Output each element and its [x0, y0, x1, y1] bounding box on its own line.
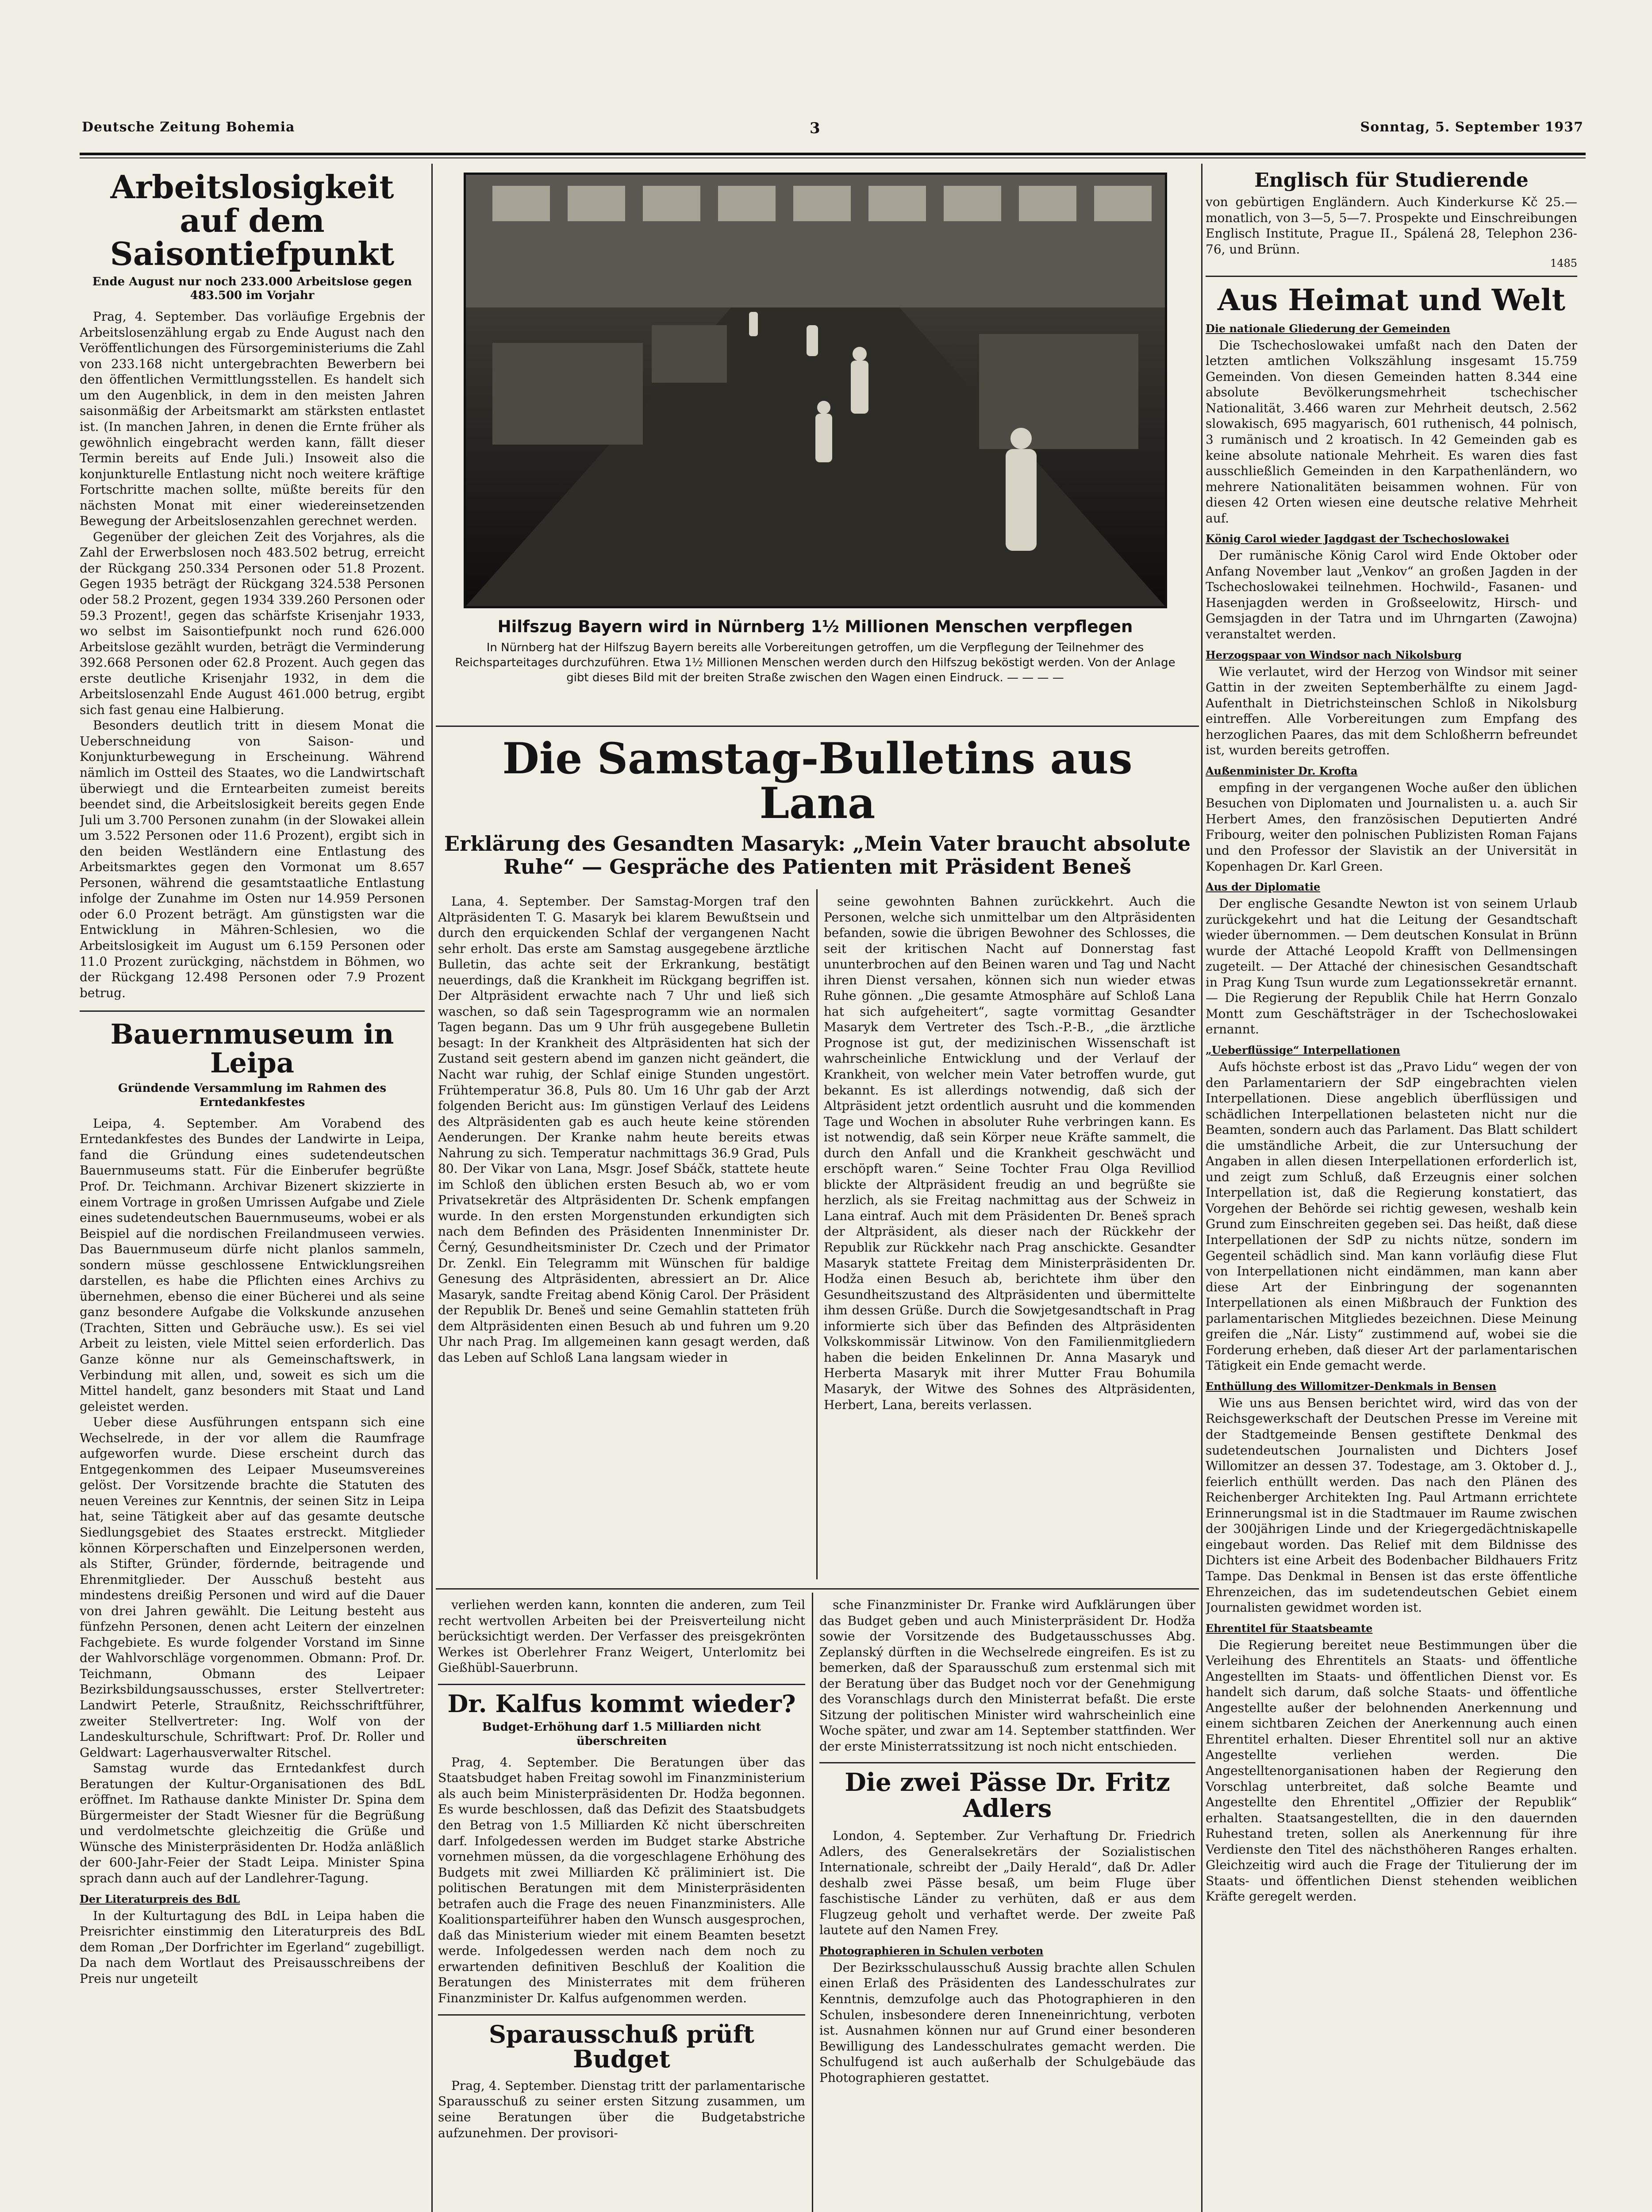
- headline-heimat-welt: Aus Heimat und Welt: [1217, 283, 1566, 318]
- article-paragraph: Die Regierung bereitet neue Bestimmungen über die Verleihung des Ehrentitels an Staats- und öffentliche Angestellten im Staats- und öffentlichen Dienst vor. Es handelt sich darum, daß solche Staats- und öffentliche Angestellte außer der belohnenden Anerkennung und einem sichtbaren Zeichen der Anerkennung auch einen Ehrentitel erhalten. Dieser Ehrentitel soll nur an aktive Angestellte verliehen werden. Die Angestelltenorganisationen haben der Regierung den Vorschlag unterbreitet, daß solche Beamte und Angestellte den Ehrentitel „Offizier der Republik“ erhalten. Staatsangestellten, die in den dauernden Ruhestand treten, sollen als Anerkennung für ihre Verdienste den Titel des nächsthöheren Ranges erhalten. Gleichzeitig wird auch die Frage der Titulierung der im Staats- und öffentlichen Dienst stehenden weiblichen Kräfte geregelt werden.: [1206, 1637, 1577, 1904]
- issue-date: Sonntag, 5. September 1937: [1360, 119, 1583, 135]
- section-heading-photographieren: Photographieren in Schulen verboten: [819, 1944, 1044, 1957]
- article-paragraph: Die Tschechoslowakei umfaßt nach den Daten der letzten amtlichen Volkszählung insgesamt 15.759 Gemeinden. Von diesen Gemeinden hatten 8.344 eine absolute Bevölkerungsmehrheit tschechischer Nationalität, 3.466 waren zur Mehrheit deutsch, 2.562 slowakisch, 695 magyarisch, 601 ruthenisch, 44 polnisch, 3 rumänisch und 2 kroatisch. In 42 Gemeinden gab es keine absolute nationale Mehrheit. Es waren dies fast ausschließlich Gemeinden in den Karpathenländern, wo mehrere Nationalitäten beisammen wohnen. Für von diesen 42 Orten wiesen eine deutsche relative Mehrheit auf.: [1206, 338, 1577, 526]
- section-divider: [1206, 276, 1577, 277]
- section-heading-literaturpreis: Der Literaturpreis des BdL: [80, 1892, 240, 1905]
- section-heading: König Carol wieder Jagdgast der Tschechoslowakei: [1206, 532, 1510, 545]
- section-divider: [819, 1762, 1195, 1763]
- news-photo-hilfszug: [464, 173, 1167, 608]
- column-3-lower: [819, 1597, 1195, 2212]
- section-heading: Ehrentitel für Staatsbeamte: [1206, 1621, 1373, 1635]
- headline-lana: Die Samstag-Bulletins aus Lana: [502, 737, 1133, 828]
- lana-column-right: [824, 894, 1195, 1584]
- article-paragraph: Leipa, 4. September. Am Vorabend des Erntedankfestes des Bundes der Landwirte in Leipa, fand die Gründung eines sudetendeutschen Bauernmuseums statt. Für die Einberufer begrüßte Prof. Dr. Teichmann. Archivar Bizenert skizzierte in einem Vortrage in großen Umrissen Aufgabe und Ziele eines sudetendeutschen Bauernmuseums, wobei er als Beispiel auf die nordischen Freilandmuseen verwies. Das Bauernmuseum dürfe nicht planlos sammeln, sondern müsse geschlossene Entwicklungsreihen darstellen, es habe die Pflichten eines Archivs zu übernehmen, ebenso die einer Bücherei und als seine ganz besondere Aufgabe die Volkskunde anzusehen (Trachten, Sitten und Gebräuche usw.). Es sei viel Arbeit zu leisten, viele Mittel seien erforderlich. Das Ganze könne nur als Gemeinschaftswerk, in Verbindung mit allen, und, soweit es sich um die Mittel handelt, ganz besonders mit Staat und Land geleistet werden.: [80, 1116, 425, 1414]
- subhead-kalfus: Budget-Erhöhung darf 1.5 Milliarden nicht überschreiten: [482, 1720, 761, 1748]
- headline-kalfus: Dr. Kalfus kommt wieder?: [447, 1689, 796, 1718]
- column-rule-1: [431, 164, 433, 2212]
- column-rule-3: [1201, 164, 1203, 2212]
- article-paragraph: Samstag wurde das Erntedankfest durch Beratungen der Kultur-Organisationen des BdL eröffnet. Im Rathause dankte Minister Dr. Spina dem Bürgermeister der Stadt Wiesner für die Begrüßung und verdolmetschte gleichzeitig die Grüße und Wünsche des Ministerpräsidenten Dr. Hodža anläßlich der 600-Jahr-Feier der Stadt Leipa. Minister Spina sprach dann auch auf der Landlehrer-Tagung.: [80, 1761, 425, 1886]
- column-rule-2-lower: [812, 1593, 813, 2212]
- column-1: [80, 170, 425, 2212]
- lana-heading-block: [438, 737, 1197, 887]
- headline-bauernmuseum: Bauernmuseum in Leipa: [110, 1018, 394, 1079]
- column-rule-2-upper: [816, 889, 818, 1579]
- page-number: 3: [810, 119, 821, 137]
- article-paragraph: Gegenüber der gleichen Zeit des Vorjahres, als die Zahl der Erwerbslosen noch 483.502 betrug, erreicht der Rückgang 250.334 Personen oder 51.8 Prozent. Gegen 1935 beträgt der Rückgang 324.538 Personen oder 58.2 Prozent, gegen 1934 339.260 Personen oder 59.3 Prozent!, gegen das schärfste Krisenjahr 1933, wo selbst im Saisontiefpunkt noch rund 626.000 Arbeitslose gezählt wurden, beträgt die Verminderung 392.668 Personen oder 62.8 Prozent. Auch gegen das erste deutliche Krisenjahr 1932, in dem die Arbeitslosenzahl Ende August 461.000 betrug, ergibt sich fast genau eine Halbierung.: [80, 529, 425, 717]
- photo-caption-text: In Nürnberg hat der Hilfszug Bayern bereits alle Vorbereitungen getroffen, um die Verpflegung der Teilnehmer des Reichsparteitages durchzuführen. Etwa 1½ Millionen Menschen werden durch den Hilfszug beköstigt werden. Von der Anlage gibt dieses Bild mit der breiten Straße zwischen den Wagen einen Eindruck. — — — —: [455, 641, 1176, 684]
- article-paragraph: Prag, 4. September. Die Beratungen über das Staatsbudget haben Freitag sowohl im Finanzministerium als auch beim Ministerpräsidenten Dr. Hodža begonnen. Es wurde beschlossen, daß das Defizit des Staatsbudgets den Betrag von 1.5 Milliarden Kč nicht überschreiten darf. Infolgedessen werden im Budget starke Abstriche vornehmen müssen, da die vorgeschlagene Erhöhung des Budgets mit zwei Milliarden Kč präliminiert ist. Die politischen Beratungen mit dem Ministerpräsidenten betrafen auch die Frage des neuen Finanzministers. Alle Koalitionsparteiführer haben den Wunsch ausgesprochen, daß das Ministerium wieder mit einem Beamten besetzt werde. Infolgedessen werden nach dem noch zu erwartenden definitiven Beschluß der Koalition die Beratungen des Ministerrates mit dem früheren Finanzminister Dr. Kalfus aufgenommen werden.: [438, 1755, 805, 2005]
- article-paragraph: Lana, 4. September. Der Samstag-Morgen traf den Altpräsidenten T. G. Masaryk bei klarem Bewußtsein und durch den erquickenden Schlaf der vergangenen Nacht sehr erholt. Das erste am Samstag ausgegebene ärztliche Bulletin, das achte seit der Erkrankung, bestätigt neuerdings, daß die Krankheit im Rückgang begriffen ist. Der Altpräsident erwachte nach 7 Uhr und ließ sich waschen, so daß sein Tagesprogramm wie an normalen Tagen begann. Das um 9 Uhr früh ausgegebene Bulletin besagt: In der Krankheit des Altpräsidenten hat sich der Zustand seit gestern abend im ganzen nicht geändert, die Nacht war ruhig, der Schlaf einige Stunden ungestört. Frühtemperatur 36.8, Puls 80. Um 16 Uhr gab der Arzt folgenden Bericht aus: Im günstigen Verlauf des Leidens des Altpräsidenten gab es auch heute keine störenden Aenderungen. Der Kranke nahm heute bereits etwas Nahrung zu sich. Temperatur nachmittags 36.9 Grad, Puls 80. Der Vikar von Lana, Msgr. Josef Sbáčk, stattete heute im Schloß den üblichen ersten Besuch ab, wo er vom Privatsekretär des Altpräsidenten Dr. Schenk empfangen wurde. In den ersten Morgenstunden erkundigten sich nach dem Befinden des Präsidenten Innenminister Dr. Černý, Gesundheitsminister Dr. Czech und der Primator Dr. Zenkl. Ein Telegramm mit Wünschen für baldige Genesung des Altpräsidenten, abressiert an Dr. Alice Masaryk, sandte Freitag abend König Carol. Der Präsident der Republik Dr. Beneš und seine Gemahlin statteten früh dem Altpräsidenten einen Besuch ab und fuhren um 9.20 Uhr nach Prag. Im allgemeinen kann gesagt werden, daß das Leben auf Schloß Lana langsam wieder in: [438, 894, 810, 1365]
- article-paragraph: Besonders deutlich tritt in diesem Monat die Ueberschneidung von Saison- und Konjunkturbewegung in Erscheinung. Während nämlich im Ostteil des Staates, wo die Landwirtschaft überwiegt und die Erntearbeiten zumeist bereits beendet sind, die Arbeitslosigkeit bereits gegen Ende Juli um 3.700 Personen zunahm (in der Slowakei allein um 3.522 Personen oder 11.6 Prozent), ergibt sich in den beiden Westländern eine Entlastung des Arbeitsmarktes gegen den Vormonat um 8.657 Personen, während die gesamtstaatliche Entlastung infolge der Zunahme im Osten nur 14.959 Personen oder 6.0 Prozent beträgt. Am günstigsten war die Entwicklung in Mähren-Schlesien, wo die Arbeitslosigkeit im August um 6.159 Personen oder 11.0 Prozent zurückging, nächstdem in Böhmen, wo der Rückgang 12.498 Personen oder 7.9 Prozent betrug.: [80, 718, 425, 1000]
- section-divider: [80, 1010, 425, 1012]
- section-heading: „Ueberflüssige“ Interpellationen: [1206, 1044, 1400, 1056]
- lana-bottom-rule: [436, 1588, 1199, 1590]
- article-paragraph: seine gewohnten Bahnen zurückkehrt. Auch die Personen, welche sich unmittelbar um den Altpräsidenten befanden, sowie die übrigen Bewohner des Schlosses, die seit der kritischen Nacht auf Donnerstag fast ununterbrochen auf den Beinen waren und Tag und Nacht ihren Dienst versahen, können sich nun wieder etwas Ruhe gönnen. „Die gesamte Atmosphäre auf Schloß Lana hat sich aufgeheitert“, sagte vormittag Gesandter Masaryk dem Vertreter des Tsch.-P.-B., „die ärztliche Prognose ist gut, der medizinischen Wissenschaft ist wahrscheinliche Entwicklung und der Verlauf der Krankheit, von welcher mein Vater betroffen wurde, gut bekannt. Es ist allerdings notwendig, daß sich der Altpräsident jetzt ordentlich ausruht und die kommenden Tage und Wochen in absoluter Ruhe verbringen kann. Es ist notwendig, daß sein Körper neue Kräfte sammelt, die durch den Anfall und die Krankheit geschwächt und erschöpft waren.“ Seine Tochter Frau Olga Revilliod blickte der Altpräsident freudig an und begrüßte sie herzlich, als sie Freitag nachmittag aus der Schweiz in Lana eintraf. Auch mit dem Präsidenten Dr. Beneš sprach der Altpräsident, als dieser nach der Rückkehr der Republik zur Rückkehr nach Prag anschickte. Gesandter Masaryk stattete Freitag dem Ministerpräsidenten Dr. Hodža einen Besuch ab, berichtete ihm über den Gesundheitszustand des Altpräsidenten und übermittelte ihm dessen Grüße. Durch die Sowjetgesandtschaft in Prag informierte sich über das Befinden des Altpräsidenten Volkskommissär Litwinow. Von den Familienmitgliedern haben die beiden Enkelinnen Dr. Anna Masaryk und Herberta Masaryk mit ihrer Mutter Frau Bohumila Masaryk, der Witwe des Sohnes des Altpräsidenten, Herbert, Lana, bereits verlassen.: [824, 894, 1195, 1412]
- headline-arbeitslosigkeit: Arbeitslosigkeit auf dem Saisontiefpunkt: [110, 170, 395, 273]
- article-paragraph: Der Bezirksschulausschuß Aussig brachte allen Schulen einen Erlaß des Präsidenten des Landesschulrates zur Kenntnis, demzufolge auch das Photographieren in den Schulen, insbesondere deren Inneneinrichtung, verboten ist. Ausnahmen können nur auf Grund einer besonderen Bewilligung des Landesschulrates gemacht werden. Die Schulfugend ist auch außerhalb der Schulgebäude das Photographieren gestattet.: [819, 1960, 1195, 2085]
- ad-text: von gebürtigen Engländern. Auch Kinderkurse Kč 25.— monatlich, von 3—5, 5—7. Prospekte und Einschreibungen Englisch Institute, Prague II., Spálená 28, Telephon 236-76, und Brünn.: [1206, 195, 1577, 257]
- article-paragraph: Der rumänische König Carol wird Ende Oktober oder Anfang November laut „Venkov“ an großen Jagden in der Tschechoslowakei teilnehmen. Hochwild-, Fasanen- und Hasenjagden werden in Großseelowitz, Hirsch- und Gemsjagden in der Tatra und im Uhrngarten (Zawojna) veranstaltet werden.: [1206, 548, 1577, 641]
- section-heading: Außenminister Dr. Krofta: [1206, 764, 1358, 777]
- ad-code: 1485: [1550, 257, 1577, 270]
- column-4: [1206, 170, 1577, 2212]
- article-paragraph: Prag, 4. September. Das vorläufige Ergebnis der Arbeitslosenzählung ergab zu Ende August nach den Veröffentlichungen des Fürsorgeministeriums die Zahl von 233.168 nicht untergebrachten Bewerbern bei den öffentlichen Vermittlungsstellen. Es handelt sich um den Augenblick, in dem in den meisten Jahren saisonmäßig der Arbeitsmarkt am stärksten entlastet ist. (In manchen Jahren, in denen die Ernte früher als gewöhnlich eingebracht werden kann, fällt dieser Termin bereits auf Ende Juli.) Insoweit also die konjunkturelle Entlastung nicht noch weitere kräftige Fortschritte machen sollte, müßte bereits für den nächsten Monat mit einer wiedereinsetzenden Bewegung der Arbeitslosenzahlen gerechnet werden.: [80, 309, 425, 529]
- article-paragraph: sche Finanzminister Dr. Franke wird Aufklärungen über das Budget geben und auch Ministerpräsident Dr. Hodža sowie der Vorsitzende des Budgetausschusses Abg. Zeplanský dürften in die Wechselrede eingreifen. Es ist zu bemerken, daß der Sparausschuß zum erstenmal sich mit der Beratung über das Budget noch vor der Genehmigung des Voranschlags durch den Ministerrat befaßt. Die erste Sitzung der politischen Minister wird wahrscheinlich eine Woche später, und zwar am 14. September stattfinden. Wer der erste Ministerratssitzung ist noch nicht entschieden.: [819, 1598, 1195, 1754]
- section-heading: Aus der Diplomatie: [1206, 880, 1321, 894]
- photo-illustration: [466, 175, 1165, 606]
- section-heading: Herzogspaar von Windsor nach Nikolsburg: [1206, 648, 1462, 661]
- headline-paesse: Die zwei Pässe Dr. Fritz Adlers: [845, 1768, 1170, 1824]
- article-paragraph: Wie verlautet, wird der Herzog von Windsor mit seiner Gattin in der zweiten Septemberhälfte zu einem Jagd-Aufenthalt in Dietrichsteinschen Schloß in Nikolsburg eintreffen. Alle Vorbereitungen zum Empfang des herzoglichen Paares, das mit dem Schloßherrn befreundet ist, wurden bereits getroffen.: [1206, 664, 1577, 758]
- section-heading: Die nationale Gliederung der Gemeinden: [1206, 322, 1450, 335]
- article-paragraph: Wie uns aus Bensen berichtet wird, wird das von der Reichsgewerkschaft der Deutschen Presse im Vereine mit der Stadtgemeinde Bensen gestiftete Denkmal des sudetendeutschen Journalisten und Dichters Josef Willomitzer an dessen 37. Todestage, am 3. Oktober d. J., feierlich enthüllt werden. Das nach den Plänen des Reichenberger Architekten Ing. Paul Artmann errichtete Erinnerungsmal ist in die Stadtmauer im Raume zwischen der 300jährigen Linde und der Kriegergedächtniskapelle eingebaut worden. Das Relief mit dem Bildnisse des Dichters ist eine Arbeit des Bodenbacher Bildhauers Fritz Tampe. Das Denkmal in Bensen ist das erste öffentliche Ehrenzeichen, das im sudetendeutschen Gebiet einem Journalisten gewidmet worden ist.: [1206, 1395, 1577, 1615]
- article-paragraph: In der Kulturtagung des BdL in Leipa haben die Preisrichter einstimmig den Literaturpreis des BdL dem Roman „Der Dorfrichter im Egerland“ zugebilligt. Da nach dem Wortlaut des Preisausschreibens der Preis nur ungeteilt: [80, 1908, 425, 1986]
- headline-sparausschuss: Sparausschuß prüft Budget: [488, 2020, 755, 2074]
- header-rule: [80, 153, 1586, 158]
- subhead-bauernmuseum: Gründende Versammlung im Rahmen des Erntedankfestes: [118, 1082, 387, 1109]
- photo-caption: [447, 617, 1183, 685]
- photo-bottom-rule: [436, 726, 1199, 727]
- section-heading: Enthüllung des Willomitzer-Denkmals in Bensen: [1206, 1379, 1497, 1393]
- article-paragraph: verliehen werden kann, konnten die anderen, zum Teil recht wertvollen Arbeiten bei der Preisverteilung nicht berücksichtigt werden. Der Verfasser des preisgekrönten Werkes ist Oberlehrer Franz Weigert, Unterlomitz bei Gießhübl-Sauerbrunn.: [438, 1598, 805, 1675]
- column-2-lower: [438, 1597, 805, 2212]
- ad-title: Englisch für Studierende: [1254, 170, 1529, 192]
- article-paragraph: Aufs höchste erbost ist das „Pravo Lidu“ wegen der von den Parlamentariern der SdP eingebrachten vielen Interpellationen. Diese angeblich überflüssigen und schädlichen Interpellationen belasteten nicht nur die Beamten, sondern auch das Parlament. Das Blatt schildert die umständliche Arbeit, die zur Untersuchung der Angaben in allen diesen Interpellationen erforderlich ist, und zeigt zum Schluß, daß Erzeugnis einer solchen Interpellation ist, daß die Regierung konstatiert, das Vorgehen der Behörde sei richtig gewesen, weshalb kein Grund zum Einschreiten gegeben sei. Das heißt, daß diese Interpellationen der SdP zu nichts nütze, sondern im Gegenteil schädlich sind. Man kann vorläufig diese Flut von Interpellationen nicht eindämmen, man kann aber diese Art der Einbringung der sogenannten Interpellationen als einen Mißbrauch der Funktion des parlamentarischen Mitgliedes bezeichnen. Diese Meinung greifen die „Nár. Listy“ zustimmend auf, wobei sie die Forderung erheben, daß dieser Art der parlamentarischen Tätigkeit ein Ende gemacht werde.: [1206, 1060, 1577, 1373]
- section-divider: [438, 1684, 805, 1685]
- section-divider: [438, 2014, 805, 2016]
- masthead-name: Deutsche Zeitung Bohemia: [82, 119, 295, 135]
- article-paragraph: Der englische Gesandte Newton ist von seinem Urlaub zurückgekehrt und hat die Leitung der Gesandtschaft wieder übernommen. — Dem deutschen Konsulat in Brünn wurde der Attaché Leopold Krafft von Dellmensingen zugeteilt. — Der Attaché der chinesischen Gesandtschaft in Prag Kung Tsun wurde zum Legationssekretär ernannt. — Die Regierung der Republik Chile hat Herrn Gonzalo Montt zum Geschäftsträger in der Tschechoslowakei ernannt.: [1206, 896, 1577, 1037]
- article-paragraph: Prag, 4. September. Dienstag tritt der parlamentarische Sparausschuß zu seiner ersten Sitzung zusammen, um seine Beratungen über die Budgetabstriche aufzunehmen. Der provisori-: [438, 2078, 805, 2140]
- photo-caption-title: Hilfszug Bayern wird in Nürnberg 1½ Millionen Menschen verpflegen: [497, 617, 1133, 636]
- article-paragraph: empfing in der vergangenen Woche außer den üblichen Besuchen von Diplomaten und Journalisten u. a. auch Sir Herbert Ames, den französischen Deputierten André Fribourg, weiter den polnischen Publizisten Roman Fajans und den Professor der Slavistik an der Universität in Kopenhagen Dr. Karl Green.: [1206, 780, 1577, 874]
- subhead-lana: Erklärung des Gesandten Masaryk: „Mein Vater braucht absolute Ruhe“ — Gespräche des Patienten mit Präsident Beneš: [444, 831, 1191, 879]
- subhead-arbeitslosigkeit: Ende August nur noch 233.000 Arbeitslose gegen 483.500 im Vorjahr: [92, 275, 412, 302]
- article-paragraph: Ueber diese Ausführungen entspann sich eine Wechselrede, in der vor allem die Raumfrage aufgeworfen wurde. Diese erscheint durch das Entgegenkommen des Leipaer Museumsvereines gelöst. Der Vorsitzende brachte die Statuten des neuen Vereines zur Kenntnis, der seinen Sitz in Leipa hat, seine Tätigkeit aber auf das gesamte deutsche Siedlungsgebiet des Staates erstreckt. Mitglieder können Körperschaften und Einzelpersonen werden, als Stifter, Gründer, fördernde, beitragende und Ehrenmitglieder. Der Ausschuß besteht aus mindestens dreißig Personen und wird auf die Dauer von drei Jahren gewählt. Die Leitung besteht aus fünfzehn Personen, denen acht Leitern der einzelnen Fachgebiete. Es wurde folgender Vorstand im Sinne der Wahlvorschläge vorgenommen. Obmann: Prof. Dr. Teichmann, Obmann des Leipaer Bezirksbildungsausschusses, erster Stellvertreter: Landwirt Peterle, Straußnitz, Reichsschriftführer, zweiter Stellvertreter: Ing. Wolf von der Landeskulturschule, Schriftwart: Prof. Dr. Roller und Geldwart: Lagerhausverwalter Ritschel.: [80, 1415, 425, 1760]
- article-paragraph: London, 4. September. Zur Verhaftung Dr. Friedrich Adlers, des Generalsekretärs der Sozialistischen Internationale, schreibt der „Daily Herald“, daß Dr. Adler deshalb zwei Pässe besaß, um beim Fluge über faschistische Länder zu verhüten, daß er aus dem Flugzeug geholt und verhaftet werde. Der zweite Paß lautete auf den Namen Frey.: [819, 1828, 1195, 1938]
- lana-column-left: [438, 894, 810, 1584]
